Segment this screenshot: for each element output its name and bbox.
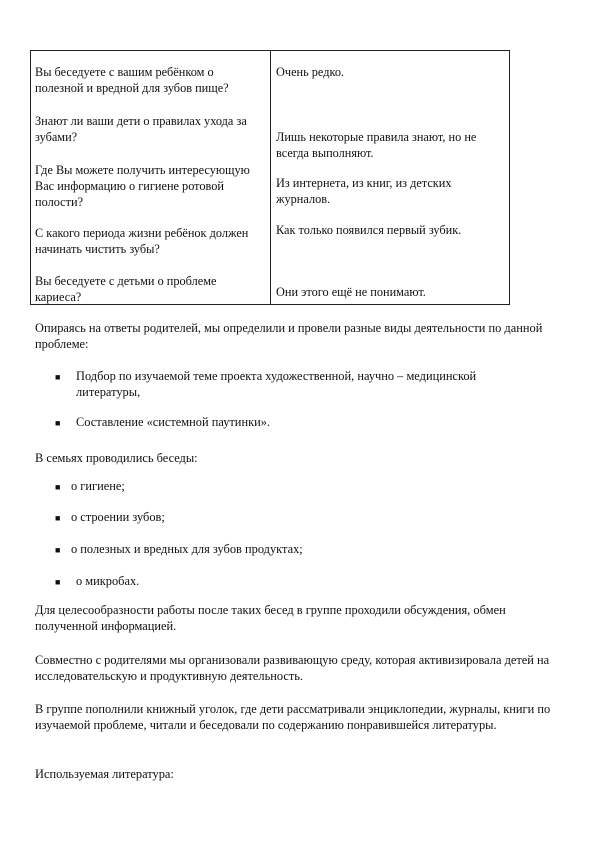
table-question: Вы беседуете с детьми о проблеме кариеса?	[35, 274, 217, 304]
families-intro: В семьях проводились беседы:	[35, 451, 198, 465]
table-answer: Они этого ещё не понимают.	[276, 285, 426, 299]
list-item-talk: о строении зубов;	[71, 510, 165, 524]
table-answer: Из интернета, из книг, из детских журналов.	[276, 176, 452, 206]
list-item-activity: Составление «системной паутинки».	[76, 415, 271, 429]
table-question: Знают ли ваши дети о правилах ухода за зубами?	[35, 114, 247, 144]
list-item-activity: Подбор по изучаемой теме проекта художественной, научно – медицинской литературы,	[76, 369, 477, 399]
list-item-talk: о полезных и вредных для зубов продуктах;	[71, 542, 303, 556]
literature-heading: Используемая литература:	[35, 767, 174, 781]
table-answer: Очень редко.	[276, 65, 345, 79]
table-question: С какого периода жизни ребёнок должен начинать чистить зубы?	[35, 226, 249, 256]
bullet-icon: ■	[55, 418, 61, 428]
list-item-talk: о микробах.	[76, 574, 140, 588]
bullet-icon: ■	[55, 513, 61, 523]
table-answer: Как только появился первый зубик.	[276, 223, 462, 237]
list-item-talk: о гигиене;	[71, 479, 125, 493]
bullet-icon: ■	[55, 482, 61, 492]
environment-paragraph: Совместно с родителями мы организовали развивающую среду, которая активизировала детей на исследовательскую и продуктивную деятельность.	[35, 653, 550, 683]
table-question: Вы беседуете с вашим ребёнком о полезной и вредной для зубов пище?	[35, 65, 229, 95]
survey-table	[30, 50, 510, 305]
discussion-paragraph: Для целесообразности работы после таких бесед в группе проходили обсуждения, обмен полученной информацией.	[35, 603, 506, 633]
bullet-icon: ■	[55, 577, 61, 587]
intro-paragraph: Опираясь на ответы родителей, мы определили и провели разные виды деятельности по данной проблеме:	[35, 321, 543, 351]
bullet-icon: ■	[55, 372, 61, 382]
table-question: Где Вы можете получить интересующую Вас информацию о гигиене ротовой полости?	[35, 163, 250, 209]
bullet-icon: ■	[55, 545, 61, 555]
book-corner-paragraph: В группе пополнили книжный уголок, где дети рассматривали энциклопедии, журналы, книги по изучаемой проблеме, читали и беседовали по содержанию понравившейся литературы.	[35, 702, 551, 732]
table-column-divider	[270, 51, 271, 304]
table-answer: Лишь некоторые правила знают, но не всегда выполняют.	[276, 130, 477, 160]
